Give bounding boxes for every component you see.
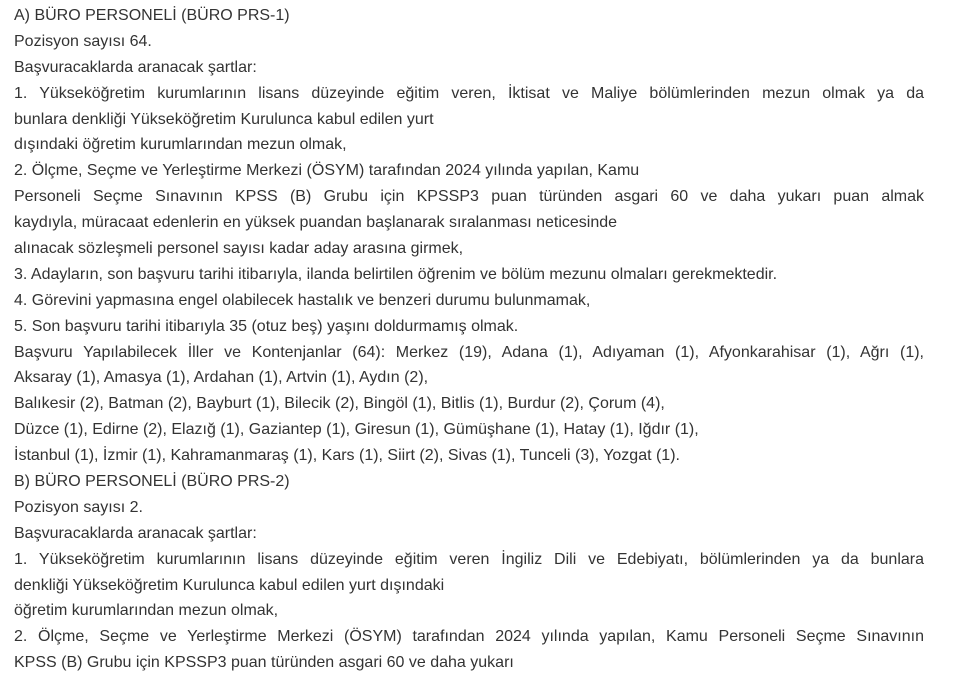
section-a-quota-line: Düzce (1), Edirne (2), Elazığ (1), Gaziantep (1), Giresun (1), Gümüşhane (1), Hatay (1), Iğdır (1), [14, 421, 699, 439]
section-a-quota-line: İstanbul (1), İzmir (1), Kahramanmaraş (1), Kars (1), Siirt (2), Sivas (1), Tunceli (3), Yozgat (1). [14, 447, 680, 465]
section-a-requirements-heading: Başvuracaklarda aranacak şartlar: [14, 58, 257, 76]
section-b-heading: B) BÜRO PERSONELİ (BÜRO PRS-2) [14, 473, 290, 491]
section-b-requirement-line: 1. Yükseköğretim kurumlarının lisans düzeyinde eğitim veren İngiliz Dili ve Edebiyatı, bölümlerinden ya da bunlara [14, 550, 924, 568]
section-b-requirement-line: denkliği Yükseköğretim Kurulunca kabul edilen yurt dışındaki [14, 576, 445, 594]
section-b-requirements-heading: Başvuracaklarda aranacak şartlar: [14, 524, 257, 542]
section-a-requirement-line: 4. Görevini yapmasına engel olabilecek hastalık ve benzeri durumu bulunmamak, [14, 291, 591, 309]
section-a-requirement-line: bunlara denkliği Yükseköğretim Kurulunca kabul edilen yurt [14, 110, 434, 128]
section-a-quota-line: Aksaray (1), Amasya (1), Ardahan (1), Artvin (1), Aydın (2), [14, 369, 429, 387]
section-a-requirement-line: kaydıyla, müracaat edenlerin en yüksek puandan başlanarak sıralanması neticesinde [14, 214, 618, 232]
section-a-position-count: Pozisyon sayısı 64. [14, 32, 152, 50]
section-b-requirement-line: 2. Ölçme, Seçme ve Yerleştirme Merkezi (ÖSYM) tarafından 2024 yılında yapılan, Kamu Personeli Seçme Sınavının [14, 628, 924, 646]
section-a-requirement-line: 3. Adayların, son başvuru tarihi itibarıyla, ilanda belirtilen öğrenim ve bölüm mezunu olmaları gerekmektedir. [14, 265, 778, 283]
section-b-requirement-line: KPSS (B) Grubu için KPSSP3 puan türünden asgari 60 ve daha yukarı [14, 654, 514, 672]
section-a-requirement-line: dışındaki öğretim kurumlarından mezun olmak, [14, 136, 347, 154]
section-b-position-count: Pozisyon sayısı 2. [14, 498, 143, 516]
section-a-quota-line: Balıkesir (2), Batman (2), Bayburt (1), Bilecik (2), Bingöl (1), Bitlis (1), Burdur (2), Çorum (4), [14, 395, 665, 413]
section-b-requirement-line: öğretim kurumlarından mezun olmak, [14, 602, 279, 620]
section-a-requirement-line: 1. Yükseköğretim kurumlarının lisans düzeyinde eğitim veren, İktisat ve Maliye bölümlerinden mezun olmak ya da [14, 84, 924, 102]
section-a-requirement-line: Personeli Seçme Sınavının KPSS (B) Grubu için KPSSP3 puan türünden asgari 60 ve daha yukarı puan almak [14, 188, 924, 206]
section-a-requirement-line: 5. Son başvuru tarihi itibarıyla 35 (otuz beş) yaşını doldurmamış olmak. [14, 317, 519, 335]
section-a-heading: A) BÜRO PERSONELİ (BÜRO PRS-1) [14, 7, 290, 24]
section-a-requirement-line: 2. Ölçme, Seçme ve Yerleştirme Merkezi (ÖSYM) tarafından 2024 yılında yapılan, Kamu [14, 162, 640, 180]
document-body [14, 3, 924, 676]
section-a-quota-line: Başvuru Yapılabilecek İller ve Kontenjanlar (64): Merkez (19), Adana (1), Adıyaman (1), Afyonkarahisar (1), Ağrı (1), [14, 343, 924, 361]
section-a-requirement-line: alınacak sözleşmeli personel sayısı kadar aday arasına girmek, [14, 240, 464, 258]
